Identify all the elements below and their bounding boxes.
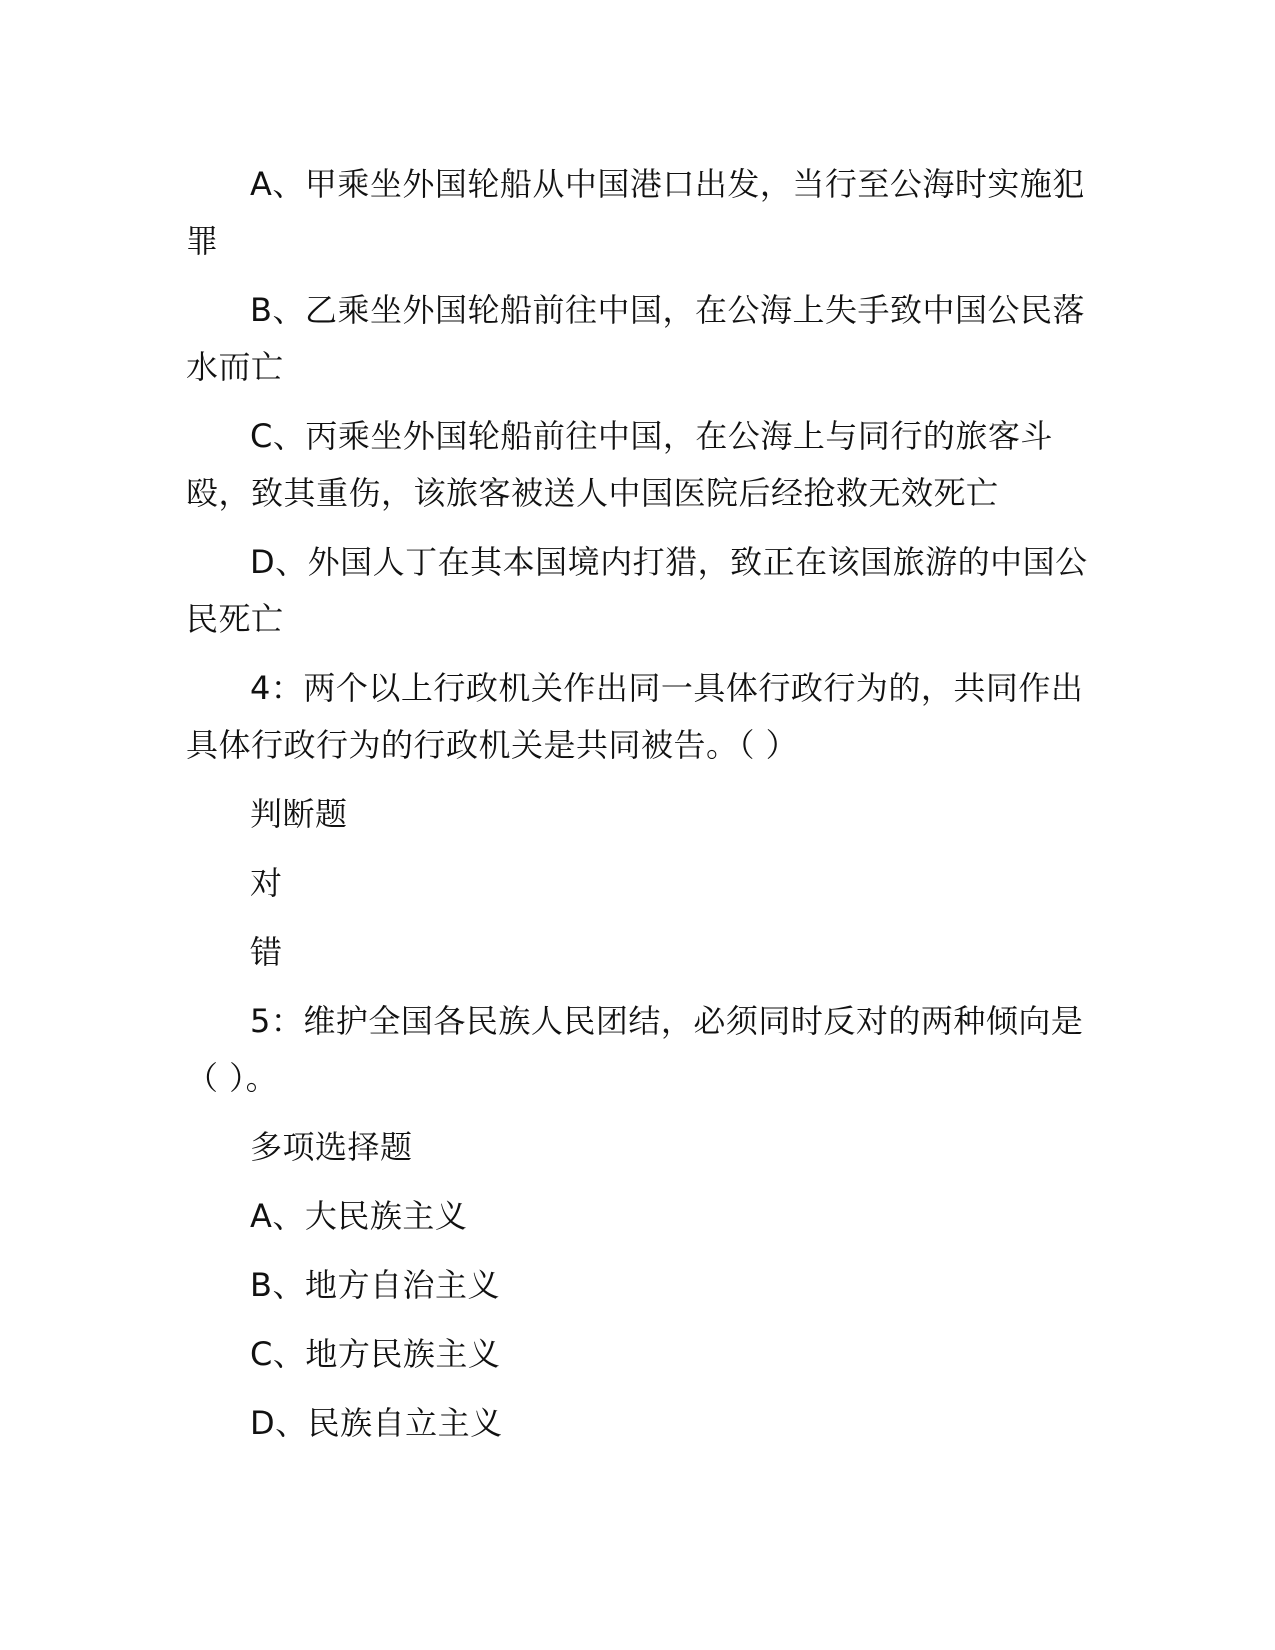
q4-type: 判断题 [250,795,348,833]
q3-option-b: B、乙乘坐外国轮船前往中国，在公海上失手致中国公民落水而亡 [186,291,1085,386]
q5-type: 多项选择题 [250,1128,413,1166]
document-page [186,156,1091,1464]
q5-option-b: B、地方自治主义 [250,1266,500,1304]
q5-option-a: A、大民族主义 [250,1197,468,1235]
q4-option-true: 对 [250,864,283,902]
q4-option-false: 错 [250,933,283,971]
q5-option-c: C、地方民族主义 [250,1335,501,1373]
q3-option-d: D、外国人丁在其本国境内打猎，致正在该国旅游的中国公民死亡 [186,543,1088,638]
q3-option-c: C、丙乘坐外国轮船前往中国，在公海上与同行的旅客斗殴，致其重伤，该旅客被送人中国医院后经抢救无效死亡 [186,417,1053,512]
q3-option-a: A、甲乘坐外国轮船从中国港口出发，当行至公海时实施犯罪 [186,165,1085,260]
q5-option-d: D、民族自立主义 [250,1404,503,1442]
q4-question: 4：两个以上行政机关作出同一具体行政行为的，共同作出具体行政行为的行政机关是共同被告。（ ） [186,669,1084,764]
q5-question: 5：维护全国各民族人民团结，必须同时反对的两种倾向是（ ）。 [186,1002,1084,1097]
